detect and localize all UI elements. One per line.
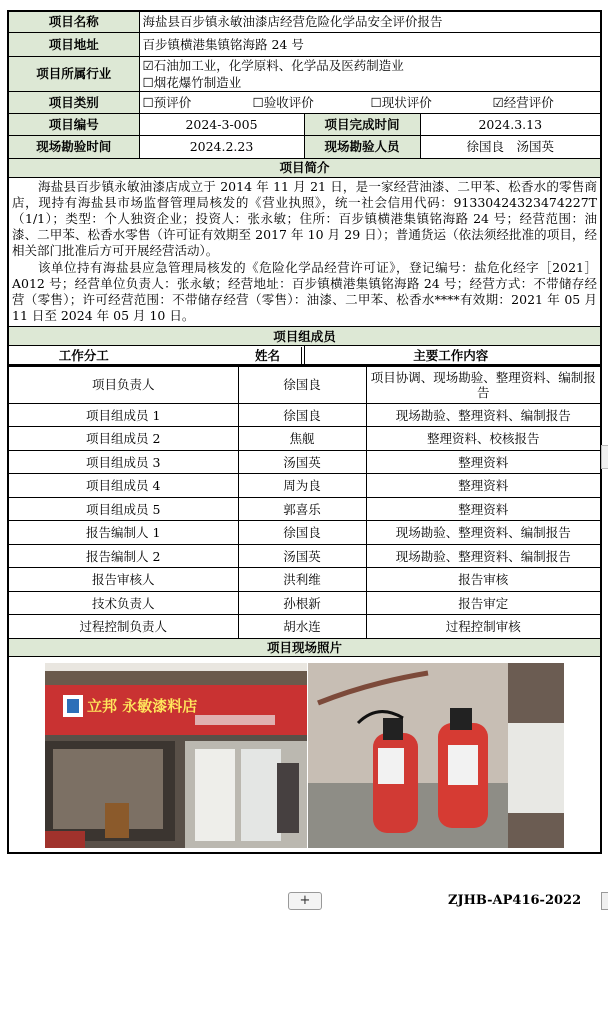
member-role: 报告编制人 2: [8, 544, 238, 568]
member-row: [8, 474, 601, 498]
checkbox-checked-icon[interactable]: ☑: [492, 94, 504, 110]
member-row: [8, 568, 601, 592]
survey-time: 2024.2.23: [139, 135, 304, 158]
complete-time-label: 项目完成时间: [304, 113, 420, 135]
member-work: 整理资料、校核报告: [366, 427, 601, 451]
checkbox-icon[interactable]: ☐: [142, 74, 154, 90]
member-work: 现场勘验、整理资料、编制报告: [366, 403, 601, 427]
member-work: 报告审核: [366, 568, 601, 592]
project-address: 百步镇横港集镇铭海路 24 号: [139, 32, 601, 56]
member-work: 现场勘验、整理资料、编制报告: [366, 544, 601, 568]
members-header-role: 工作分工: [8, 346, 304, 365]
top-edge: [0, 0, 608, 6]
intro-paragraph-2: 该单位持有海盐县应急管理局核发的《危险化学品经营许可证》，登记编号：盐危化经字［2021］A012 号；经营单位负责人：张永敏；经营地址：百步镇横港集镇铭海路 24 号；经营方式：不带储存经营（零售）；许可经营范围：不带储存经营（零售）：油漆、二甲苯、松香水****有效期：2021 年 05 月 11 日至 2024 年 05 月 10 日。: [12, 259, 598, 324]
project-name-label: 项目名称: [8, 11, 139, 32]
survey-time-label: 现场勘验时间: [8, 135, 139, 158]
number-label: 项目编号: [8, 113, 139, 135]
member-name: 汤国英: [238, 544, 366, 568]
members-header-name: 姓名: [235, 347, 302, 364]
member-row: [8, 497, 601, 521]
member-role: 项目组成员 4: [8, 474, 238, 498]
member-role: 项目组成员 2: [8, 427, 238, 451]
member-name: 徐国良: [238, 521, 366, 545]
member-role: 项目组成员 3: [8, 450, 238, 474]
surveyors-label: 现场勘验人员: [304, 135, 420, 158]
member-row: [8, 450, 601, 474]
shop-front-photo: [45, 663, 307, 848]
member-work: 项目协调、现场勘验、整理资料、编制报告: [366, 366, 601, 403]
member-role: 报告审核人: [8, 568, 238, 592]
side-tab-bottom[interactable]: [601, 892, 608, 910]
member-work: 现场勘验、整理资料、编制报告: [366, 521, 601, 545]
fire-extinguisher-photo: [308, 663, 564, 848]
industry-options: [139, 56, 601, 91]
checkbox-icon[interactable]: ☐: [370, 94, 382, 110]
member-work: 报告审定: [366, 591, 601, 615]
project-number: 2024-3-005: [139, 113, 304, 135]
checkbox-icon[interactable]: ☐: [252, 94, 264, 110]
member-row: [8, 366, 601, 403]
intro-paragraph-1: 海盐县百步镇永敏油漆店成立于 2014 年 11 月 21 日，是一家经营油漆、二甲苯、松香水的零售商店，现持有海盐县市场监督管理局核发的《营业执照》，统一社会信用代码：91330424323474227T（1/1）；类型：个人独资企业；投资人：张永敏；住所：百步镇横港集镇铭海路 24 号；经营范围：油漆、二甲苯、松香水零售（许可证有效期至 2017 年 10 月 29 日）；普通货运（依法须经批准的项目，经相关部门批准后方可开展经营活动）。: [12, 178, 598, 259]
document-code: ZJHB-AP416-2022: [448, 893, 582, 908]
checkbox-icon[interactable]: ☐: [142, 94, 154, 110]
members-header-row-rest: [254, 346, 601, 365]
category-option-acceptance: ☐验收评价: [252, 94, 314, 110]
category-option-pre: ☐预评价: [142, 94, 192, 110]
intro-title: 项目简介: [8, 158, 601, 177]
report-cover-table: [7, 10, 600, 854]
expand-button[interactable]: +: [288, 892, 322, 910]
member-work: 整理资料: [366, 450, 601, 474]
checkbox-checked-icon[interactable]: ☑: [142, 57, 154, 73]
category-option-business: ☑经营评价: [492, 94, 554, 110]
member-role: 项目组成员 5: [8, 497, 238, 521]
member-role: 项目负责人: [8, 366, 238, 403]
member-name: 洪利维: [238, 568, 366, 592]
member-row: [8, 544, 601, 568]
member-work: 整理资料: [366, 474, 601, 498]
category-options: [139, 91, 601, 113]
photos-cell: [8, 656, 601, 853]
member-role: 过程控制负责人: [8, 615, 238, 639]
member-name: 汤国英: [238, 450, 366, 474]
member-name: 郭喜乐: [238, 497, 366, 521]
member-name: 周为良: [238, 474, 366, 498]
member-row: [8, 521, 601, 545]
member-name: 徐国良: [238, 366, 366, 403]
category-option-status: ☐现状评价: [370, 94, 432, 110]
member-role: 技术负责人: [8, 591, 238, 615]
member-name: 胡水连: [238, 615, 366, 639]
complete-time: 2024.3.13: [420, 113, 601, 135]
member-row: [8, 591, 601, 615]
surveyors: 徐国良 汤国英: [420, 135, 601, 158]
project-name: 海盐县百步镇永敏油漆店经营危险化学品安全评价报告: [139, 11, 601, 32]
member-row: [8, 615, 601, 639]
member-role: 项目组成员 1: [8, 403, 238, 427]
members-header-work: 主要工作内容: [413, 347, 489, 363]
member-name: 徐国良: [238, 403, 366, 427]
member-name: 焦舰: [238, 427, 366, 451]
members-table: [7, 366, 602, 854]
member-work: 过程控制审核: [366, 615, 601, 639]
shop-sign-text: 立邦 永敏漆料店: [87, 696, 198, 715]
members-title: 项目组成员: [8, 327, 601, 346]
industry-label: 项目所属行业: [8, 56, 139, 91]
industry-option-2: 烟花爆竹制造业: [153, 74, 242, 90]
member-role: 报告编制人 1: [8, 521, 238, 545]
side-scroll-tab[interactable]: [601, 445, 608, 469]
address-label: 项目地址: [8, 32, 139, 56]
category-label: 项目类别: [8, 91, 139, 113]
member-name: 孙根新: [238, 591, 366, 615]
industry-option-1: 石油加工业，化学原料、化学品及医药制造业: [153, 57, 404, 73]
member-row: [8, 427, 601, 451]
member-row: [8, 403, 601, 427]
intro-body: [8, 177, 601, 327]
photos-title: 项目现场照片: [8, 638, 601, 656]
member-work: 整理资料: [366, 497, 601, 521]
